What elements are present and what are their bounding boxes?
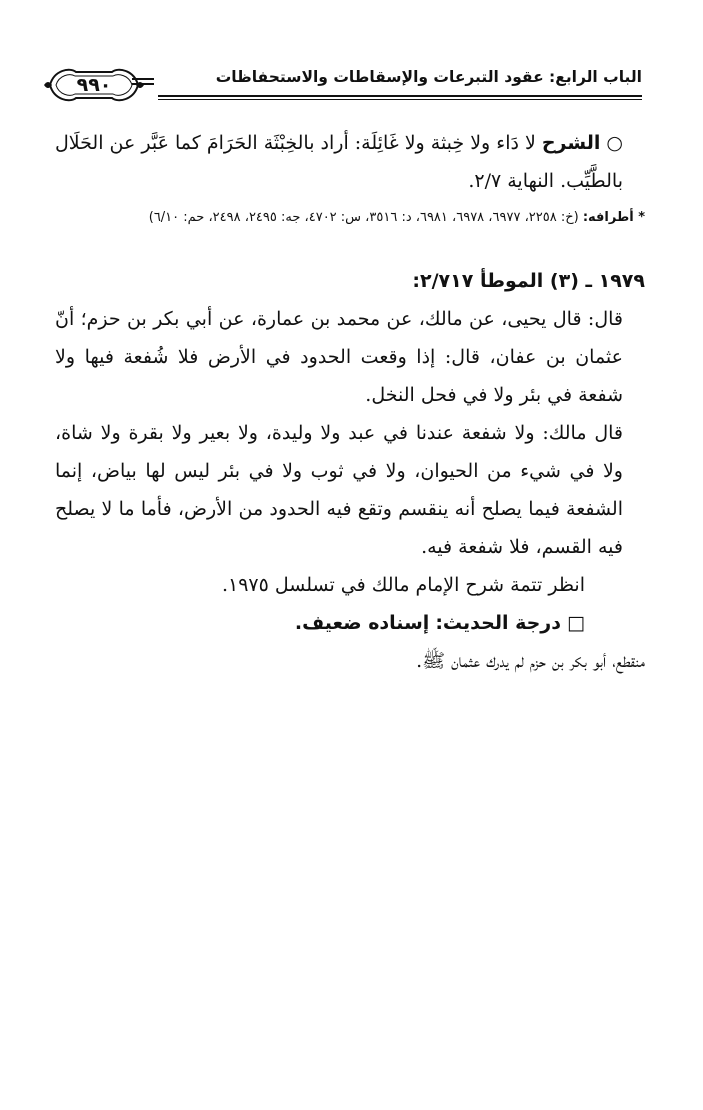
chapter-title: الباب الرابع: عقود التبرعات والإسقاطات والاستحفاظات <box>215 68 642 86</box>
commentary-section <box>55 124 645 200</box>
references-text: (خ: ٢٢٥٨، ٦٩٧٧، ٦٩٧٨، ٦٩٨١، د: ٣٥١٦، س: ٤٧٠٢، جه: ٢٤٩٥، ٢٤٩٨، حم: ٦/١٠) <box>148 210 579 225</box>
grade-note: منقطع، أبو بكر بن حزم لم يدرك عثمان ﷺ. <box>416 650 645 672</box>
grade-label: درجة الحديث: <box>435 612 561 634</box>
hadith-paragraph-1: قال: قال يحيى، عن مالك، عن محمد بن عمارة، عن أبي بكر بن حزم؛ أنّ عثمان بن عفان، قال: إذا وقعت الحدود في الأرض فلا شُفعة فيها ولا شفعة في بئر ولا في فحل النخل. <box>55 308 623 406</box>
grade-marker: □ <box>567 612 585 634</box>
grade-value: إسناده ضعيف. <box>294 612 430 634</box>
page-number-ornament <box>40 62 148 108</box>
header-rule <box>158 95 642 97</box>
page-number: ٩٩٠ <box>76 74 112 96</box>
header-dash <box>132 83 154 85</box>
commentary-marker: ○ <box>606 132 623 154</box>
hadith-heading: ١٩٧٩ ـ (٣) الموطأ ٢/٧١٧: <box>412 270 645 292</box>
references-section <box>55 205 645 230</box>
commentary-label: الشرح <box>541 132 601 154</box>
header-dash <box>132 78 154 80</box>
hadith-section <box>55 262 645 680</box>
commentary-paragraph <box>55 124 645 200</box>
commentary-text: لا دَاء ولا خِبثة ولا غَائِلَة: أراد بالخِبْثَة الحَرَامَ كما عَبَّر عن الحَلَال بالطَّيِّب. النهاية ٢/٧. <box>55 132 623 192</box>
running-header <box>40 62 642 108</box>
header-rule <box>158 99 642 100</box>
hadith-grade <box>55 604 645 642</box>
references-label: * أطرافه: <box>582 210 645 225</box>
references-paragraph <box>55 205 645 230</box>
see-also-note: انظر تتمة شرح الإمام مالك في تسلسل ١٩٧٥. <box>221 574 585 596</box>
hadith-paragraph-2: قال مالك: ولا شفعة عندنا في عبد ولا وليدة، ولا بعير ولا بقرة ولا شاة، ولا في شيء من الحيوان، ولا في ثوب ولا في بئر ليس لها بياض، إنما الشفعة فيما يصلح أنه ينقسم وتقع فيه الحدود من الأرض، فأما ما لا يصلح فيه القسم، فلا شفعة فيه. <box>55 422 623 558</box>
